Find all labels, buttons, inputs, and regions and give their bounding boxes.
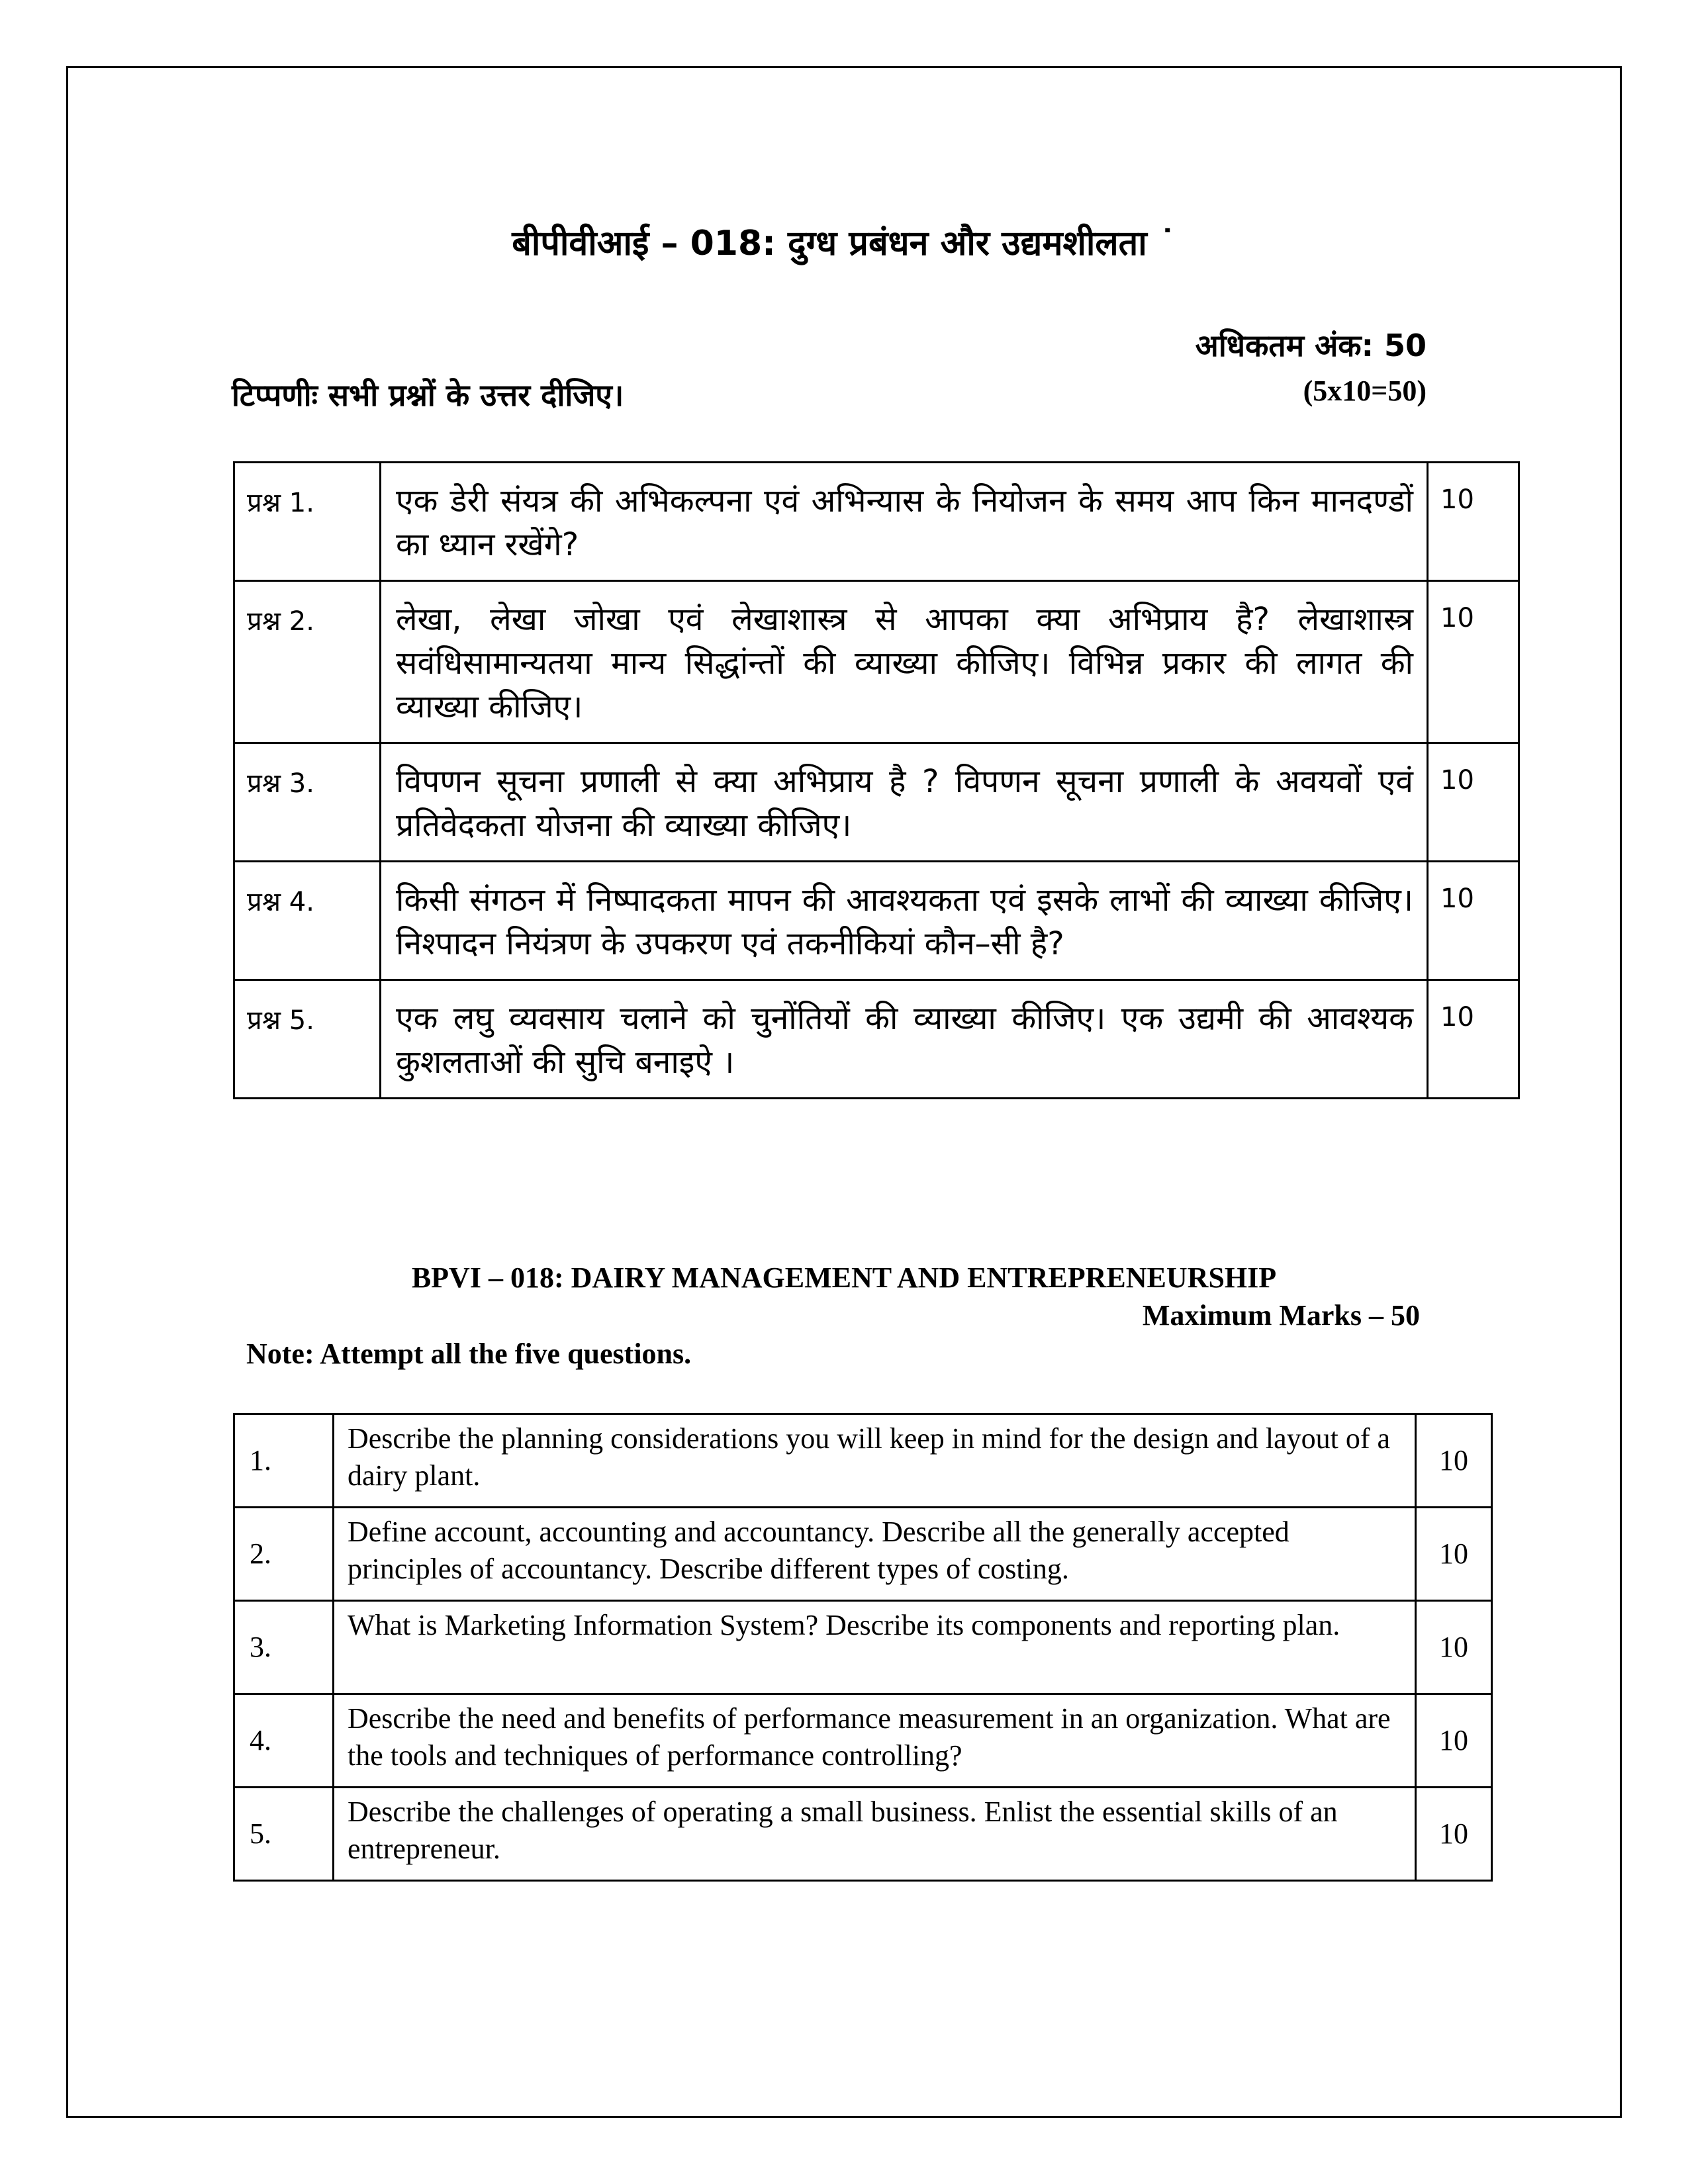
table-row: [234, 1508, 1492, 1601]
hindi-questions-table: [233, 461, 1520, 1099]
question-marks: 10: [1428, 743, 1519, 862]
marks-distribution: (5x10=50): [1303, 375, 1427, 407]
question-marks: 10: [1416, 1601, 1492, 1694]
question-number: प्रश्न 3.: [234, 743, 381, 862]
question-number: 2.: [234, 1508, 334, 1601]
question-marks: 10: [1416, 1414, 1492, 1508]
question-marks: 10: [1428, 581, 1519, 743]
english-title: BPVI – 018: DAIRY MANAGEMENT AND ENTREPRENEURSHIP: [411, 1261, 1277, 1294]
english-max-marks: Maximum Marks – 50: [1142, 1299, 1420, 1332]
question-text: एक लघु व्यवसाय चलाने को चुनोंतियों की व्याख्या कीजिए। एक उद्यमी की आवश्यक कुशलताओं की सुचि बनाइऐ ।: [381, 980, 1428, 1099]
table-row: [234, 1601, 1492, 1694]
question-text: Describe the need and benefits of performance measurement in an organization. What are the tools and techniques of performance controlling?: [334, 1694, 1416, 1788]
question-marks: 10: [1428, 463, 1519, 581]
table-row: [234, 862, 1519, 980]
question-marks: 10: [1416, 1788, 1492, 1881]
table-row: [234, 743, 1519, 862]
question-number: प्रश्न 1.: [234, 463, 381, 581]
english-note: Note: Attempt all the five questions.: [246, 1338, 692, 1370]
question-marks: 10: [1428, 980, 1519, 1099]
question-text: What is Marketing Information System? Describe its components and reporting plan.: [334, 1601, 1416, 1694]
hindi-max-marks: अधिकतम अंक: 50: [1195, 328, 1427, 363]
english-questions-table: [233, 1413, 1493, 1882]
question-marks: 10: [1416, 1694, 1492, 1788]
question-text: विपणन सूचना प्रणाली से क्या अभिप्राय है ? विपणन सूचना प्रणाली के अवयवों एवं प्रतिवेदकता योजना की व्याख्या कीजिए।: [381, 743, 1428, 862]
hindi-title: बीपीवीआई – 018: दुग्ध प्रबंधन और उद्यमशीलता ˙: [512, 224, 1176, 263]
question-number: प्रश्न 5.: [234, 980, 381, 1099]
table-row: [234, 1694, 1492, 1788]
question-number: 3.: [234, 1601, 334, 1694]
table-row: [234, 581, 1519, 743]
table-row: [234, 980, 1519, 1099]
question-text: Describe the challenges of operating a small business. Enlist the essential skills of an entrepreneur.: [334, 1788, 1416, 1881]
question-marks: 10: [1416, 1508, 1492, 1601]
question-number: 5.: [234, 1788, 334, 1881]
question-marks: 10: [1428, 862, 1519, 980]
question-text: किसी संगठन में निष्पादकता मापन की आवश्यकता एवं इसके लाभों की व्याख्या कीजिए। निश्पादन नियंत्रण के उपकरण एवं तकनीकियां कौन–सी है?: [381, 862, 1428, 980]
table-row: [234, 1788, 1492, 1881]
question-number: 4.: [234, 1694, 334, 1788]
table-row: [234, 1414, 1492, 1508]
question-number: प्रश्न 2.: [234, 581, 381, 743]
question-text: एक डेरी संयत्र की अभिकल्पना एवं अभिन्यास के नियोजन के समय आप किन मानदण्डों का ध्यान रखेंगे?: [381, 463, 1428, 581]
question-text: Describe the planning considerations you will keep in mind for the design and layout of a dairy plant.: [334, 1414, 1416, 1508]
question-text: लेखा, लेखा जोखा एवं लेखाशास्त्र से आपका क्या अभिप्राय है? लेखाशास्त्र सवंधिसामान्यतया मान्य सिद्धांन्तों की व्याख्या कीजिए। विभिन्न प्रकार की लागत की व्याख्या कीजिए।: [381, 581, 1428, 743]
hindi-note: टिप्पणीः सभी प्रश्नों के उत्तर दीजिए।: [232, 377, 624, 413]
question-number: प्रश्न 4.: [234, 862, 381, 980]
table-row: [234, 463, 1519, 581]
question-number: 1.: [234, 1414, 334, 1508]
question-text: Define account, accounting and accountancy. Describe all the generally accepted principles of accountancy. Describe different types of costing.: [334, 1508, 1416, 1601]
